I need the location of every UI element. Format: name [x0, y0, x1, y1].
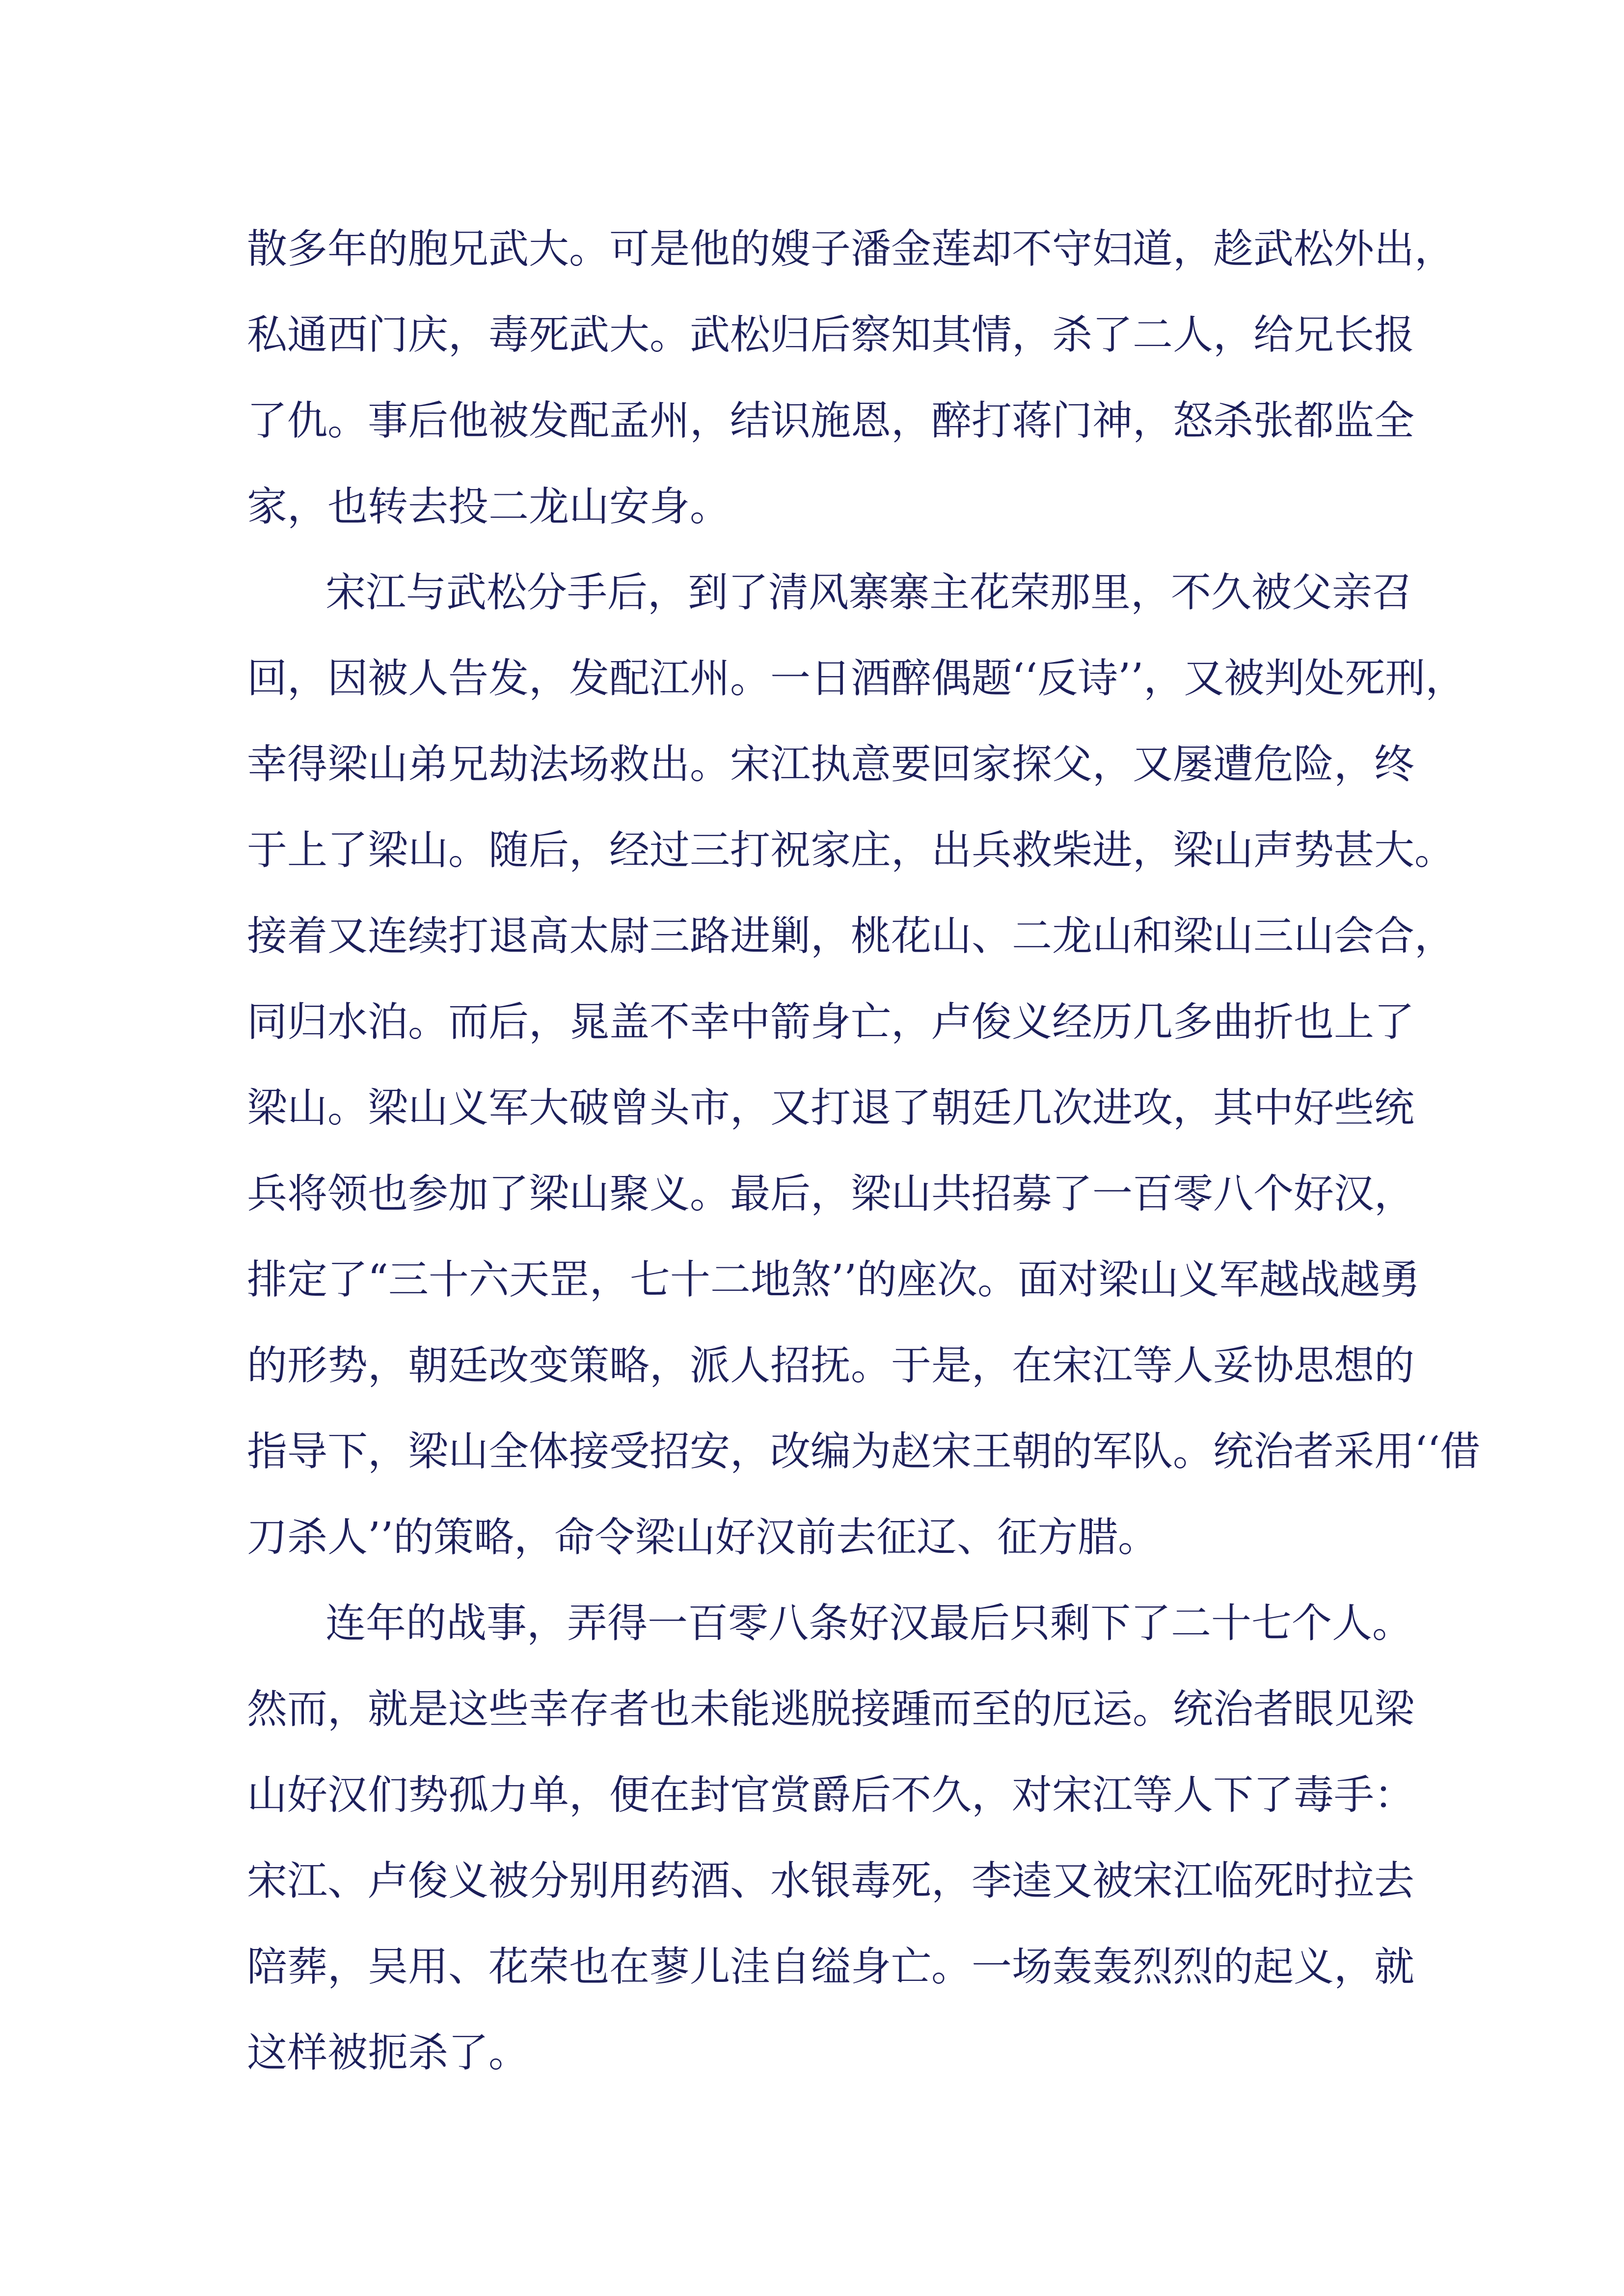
text-line: 梁山。梁山义军大破曾头市，又打退了朝廷几次进攻，其中好些统 [247, 1085, 1415, 1131]
body-text [247, 206, 1481, 2096]
text-line: 同归水泊。而后，晁盖不幸中箭身亡，卢俊义经历几多曲折也上了 [247, 999, 1415, 1045]
text-line: 接着又连续打退高太尉三路进剿，桃花山、二龙山和梁山三山会合， [247, 913, 1455, 960]
text-line: 指导下，梁山全体接受招安，改编为赵宋王朝的军队。统治者采用‘‘借 [247, 1428, 1481, 1475]
text-line: 于上了梁山。随后，经过三打祝家庄，出兵救柴进，梁山声势甚大。 [247, 827, 1455, 874]
text-line: 陪葬，吴用、花荣也在蓼儿洼自缢身亡。一场轰轰烈烈的起义，就 [247, 1944, 1415, 1990]
text-line: 刀杀人’’的策略，命令梁山好汉前去征辽、征方腊。 [247, 1514, 1159, 1561]
text-line: 散多年的胞兄武大。可是他的嫂子潘金莲却不守妇道，趁武松外出， [247, 226, 1455, 272]
text-line: 家，也转去投二龙山安身。 [247, 483, 731, 530]
paragraph-first-line: 连年的战事，弄得一百零八条好汉最后只剩下了二十七个人。 [325, 1600, 1413, 1647]
text-line: 幸得梁山弟兄劫法场救出。宋江执意要回家探父，又屡遭危险，终 [247, 741, 1415, 788]
text-line: 山好汉们势孤力单，便在封官赏爵后不久，对宋江等人下了毒手： [247, 1772, 1415, 1818]
text-line: 私通西门庆，毒死武大。武松归后察知其情，杀了二人，给兄长报 [247, 312, 1415, 358]
text-line: 这样被扼杀了。 [247, 2029, 529, 2076]
text-line: 排定了“三十六天罡，七十二地煞’’的座次。面对梁山义军越战越勇 [247, 1256, 1421, 1303]
paragraph-first-line: 宋江与武松分手后，到了清风寨寨主花荣那里，不久被父亲召 [325, 569, 1413, 616]
text-line: 的形势，朝廷改变策略，派人招抚。于是，在宋江等人妥协思想的 [247, 1342, 1415, 1389]
text-line: 了仇。事后他被发配孟州，结识施恩，醉打蒋门神，怒杀张都监全 [247, 398, 1415, 444]
text-line: 然而，就是这些幸存者也未能逃脱接踵而至的厄运。统治者眼见梁 [247, 1686, 1415, 1733]
text-line: 回，因被人告发，发配江州。一日酒醉偶题‘‘反诗’’，又被判处死刑， [247, 655, 1466, 702]
text-line: 兵将领也参加了梁山聚义。最后，梁山共招募了一百零八个好汉， [247, 1171, 1415, 1217]
text-line: 宋江、卢俊义被分别用药酒、水银毒死，李逵又被宋江临死时拉去 [247, 1858, 1415, 1904]
